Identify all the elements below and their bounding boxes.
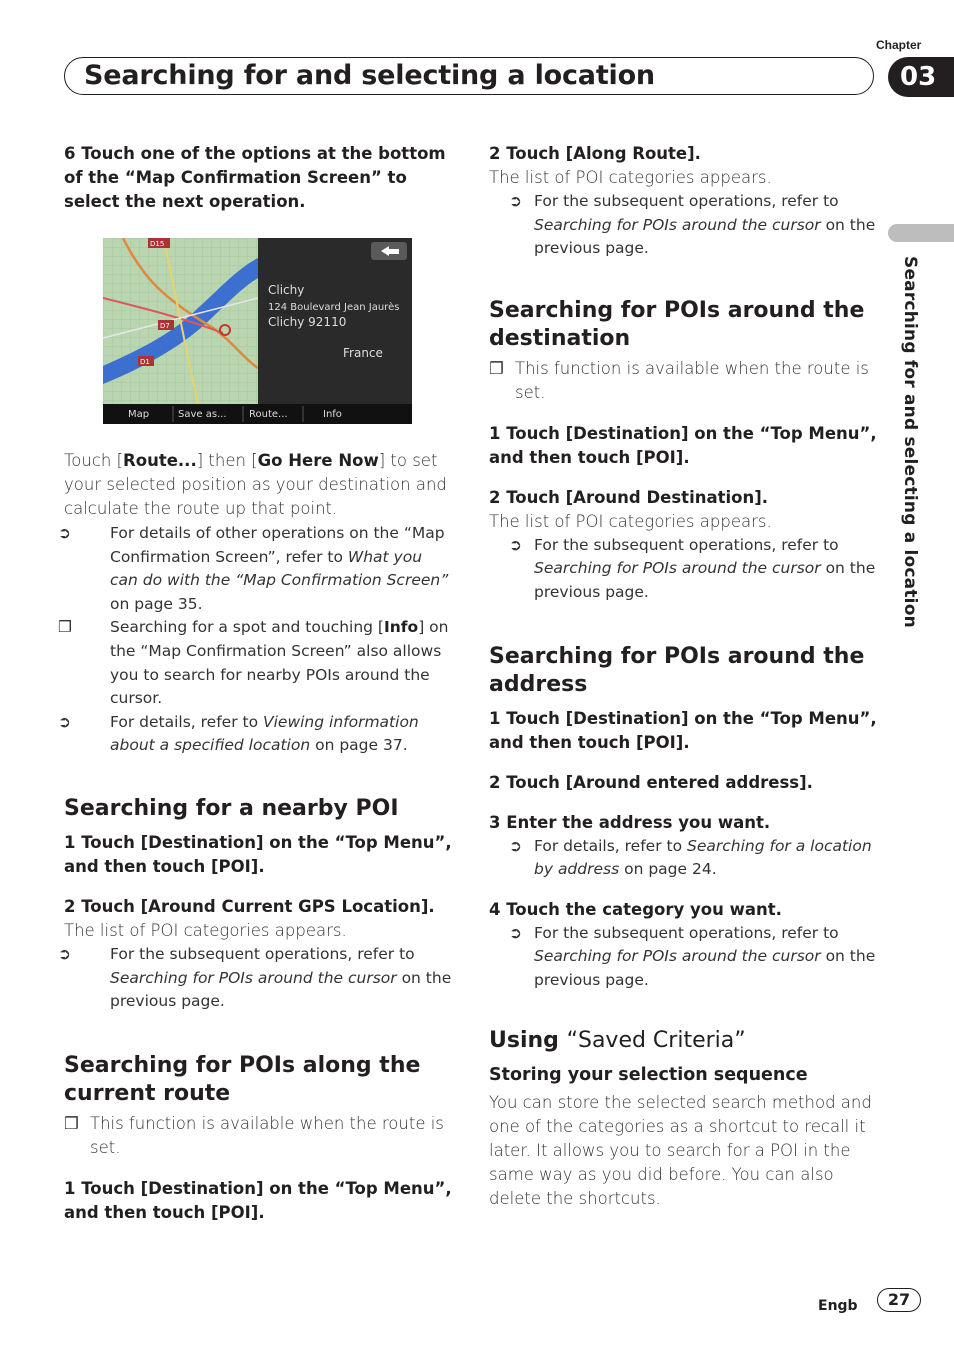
place-country: France	[343, 346, 383, 360]
step: 1 Touch [Destination] on the “Top Menu”, and then touch [POI].	[64, 1178, 452, 1222]
place-city: Clichy 92110	[268, 315, 347, 329]
bullet-item: ➲ For details, refer to Searching for a location by address on page 24.	[509, 836, 872, 879]
chapter-number: 03	[888, 57, 954, 97]
bullet-item: ➲ For the subsequent operations, refer to Searching for POIs around the cursor on the previous page.	[509, 192, 876, 258]
map-svg	[103, 238, 412, 424]
left-column-body	[58, 449, 454, 1225]
bullet-item: ➲ For the subsequent operations, refer to Searching for POIs around the cursor on the previous page.	[58, 944, 452, 1011]
bullet-item: ➲ For details of other operations on the “Map Confirmation Screen”, refer to What you can do with the “Map Confirmation Screen” on page 35.	[58, 524, 449, 613]
section-heading-address: Searching for POIs around the address	[489, 643, 865, 697]
save-as-button[interactable]: Save as...	[178, 409, 227, 420]
step: 3 Enter the address you want.	[489, 812, 771, 832]
body-text: The list of POI categories appears.	[489, 168, 772, 187]
body-text: You can store the selected search method and one of the categories as a shortcut to recall it later. It allows you to search for a POI in the same way as you did before. You can also delete the shortcuts.	[489, 1092, 872, 1208]
step: 4 Touch the category you want.	[489, 899, 782, 919]
step: 2 Touch [Around entered address].	[489, 772, 813, 792]
route-instruction: Touch [Route...] then [Go Here Now] to set your selected position as your destination and calculate the route up that point.	[64, 451, 447, 518]
map-confirmation-screen	[103, 238, 412, 424]
route-button[interactable]: Route...	[249, 409, 288, 420]
place-name: Clichy	[268, 283, 305, 297]
note-item: ❒ Searching for a spot and touching [Info] on the “Map Confirmation Screen” also allows you to search for nearby POIs around the cursor.	[58, 618, 449, 708]
left-column	[64, 142, 454, 214]
bullet-item: ➲ For the subsequent operations, refer to Searching for POIs around the cursor on the previous page.	[509, 535, 876, 601]
section-heading-saved-criteria: Using “Saved Criteria”	[489, 1027, 746, 1053]
side-tab	[888, 224, 954, 242]
page-number: 27	[877, 1288, 921, 1312]
step: 1 Touch [Destination] on the “Top Menu”, and then touch [POI].	[64, 832, 452, 876]
note-item: ❒ This function is available when the route is set.	[64, 1113, 444, 1157]
place-street: 124 Boulevard Jean Jaurès	[268, 302, 400, 313]
step: 1 Touch [Destination] on the “Top Menu”, and then touch [POI].	[489, 423, 877, 467]
body-text: The list of POI categories appears.	[64, 920, 347, 940]
note-item: ❒ This function is available when the route is set.	[489, 358, 869, 402]
section-heading-route: Searching for POIs along the current route	[64, 1052, 421, 1106]
bullet-item: ➲ For the subsequent operations, refer to Searching for POIs around the cursor on the previous page.	[509, 923, 876, 989]
section-heading-nearby: Searching for a nearby POI	[64, 795, 399, 821]
side-section-label: Searching for and selecting a location	[900, 256, 920, 628]
road-label-text: D7	[160, 322, 170, 330]
language-label: Engb	[818, 1298, 858, 1314]
body-text: The list of POI categories appears.	[489, 511, 772, 531]
page-title: Searching for and selecting a location	[84, 60, 655, 91]
step: 1 Touch [Destination] on the “Top Menu”, and then touch [POI].	[489, 708, 877, 752]
step: 2 Touch [Around Destination].	[489, 487, 769, 507]
info-button[interactable]: Info	[323, 409, 342, 420]
section-heading-destination: Searching for POIs around the destination	[489, 297, 865, 351]
right-column	[489, 142, 879, 1211]
bullet-item: ➲ For details, refer to Viewing information about a specified location on page 37.	[58, 712, 419, 755]
road-label-text: D1	[140, 358, 150, 366]
chapter-label: Chapter	[876, 38, 922, 52]
step: 2 Touch [Along Route].	[489, 144, 701, 163]
step-6: 6 Touch one of the options at the bottom of the “Map Confirmation Screen” to select the next operation.	[64, 144, 446, 211]
road-label-text: D15	[150, 240, 165, 248]
subheading-storing: Storing your selection sequence	[489, 1064, 808, 1085]
map-button[interactable]: Map	[128, 409, 150, 420]
step: 2 Touch [Around Current GPS Location].	[64, 896, 435, 916]
